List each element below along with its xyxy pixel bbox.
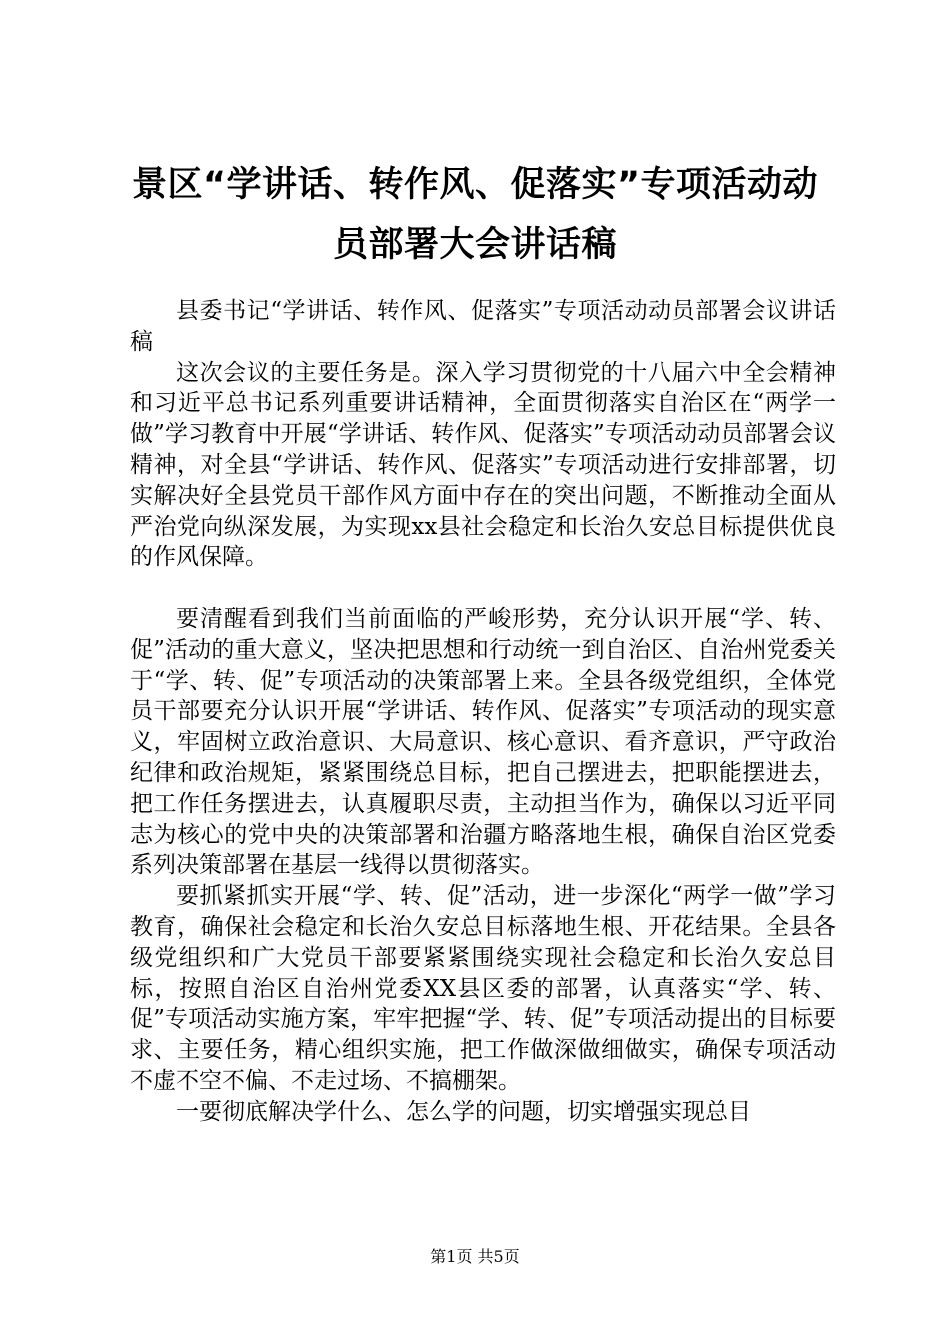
- paragraph-first-requirement: 一要彻底解决学什么、怎么学的问题，切实增强实现总目: [176, 1098, 751, 1125]
- document-body: [130, 296, 836, 1128]
- paragraph-subtitle: 县委书记“学讲话、转作风、促落实”专项活动动员部署会议讲话稿: [130, 298, 836, 355]
- paragraph-activity: 要抓紧抓实开展“学、转、促”活动，进一步深化“两学一做”学习教育，确保社会稳定和长治久安总目标落地生根、开花结果。全县各级党组织和广大党员干部要紧紧围绕实现社会稳定和长治久安总目标，按照自治区自治州党委XX县区委的部署，认真落实“学、转、促”专项活动实施方案，牢牢把握“学、转、促”专项活动提出的目标要求、主要任务，精心组织实施，把工作做深做细做实，确保专项活动不虚不空不偏、不走过场、不搞棚架。: [130, 883, 836, 1094]
- paragraph-meeting-task: 这次会议的主要任务是。深入学习贯彻党的十八届六中全会精神和习近平总书记系列重要讲话精神，全面贯彻落实自治区在“两学一做”学习教育中开展“学讲话、转作风、促落实”专项活动动员部署会议精神，对全县“学讲话、转作风、促落实”专项活动进行安排部署，切实解决好全县党员干部作风方面中存在的突出问题，不断推动全面从严治党向纵深发展，为实现xx县社会稳定和长治久安总目标提供优良的作风保障。: [130, 359, 836, 571]
- paragraph-situation: 要清醒看到我们当前面临的严峻形势，充分认识开展“学、转、促”活动的重大意义，坚决把思想和行动统一到自治区、自治州党委关于“学、转、促”专项活动的决策部署上来。全县各级党组织，全体党员干部要充分认识开展“学讲话、转作风、促落实”专项活动的现实意义，牢固树立政治意识、大局意识、核心意识、看齐意识，严守政治纪律和政治规矩，紧紧围绕总目标，把自己摆进去，把职能摆进去，把工作任务摆进去，认真履职尽责，主动担当作为，确保以习近平同志为核心的党中央的决策部署和治疆方略落地生根，确保自治区党委系列决策部署在基层一线得以贯彻落实。: [130, 605, 836, 879]
- document-title-line-1: 景区“学讲话、转作风、促落实”专项活动动: [131, 165, 818, 205]
- page-indicator: 第1页 共5页: [430, 1247, 520, 1266]
- document-title-line-2: 员部署大会讲话稿: [332, 225, 617, 265]
